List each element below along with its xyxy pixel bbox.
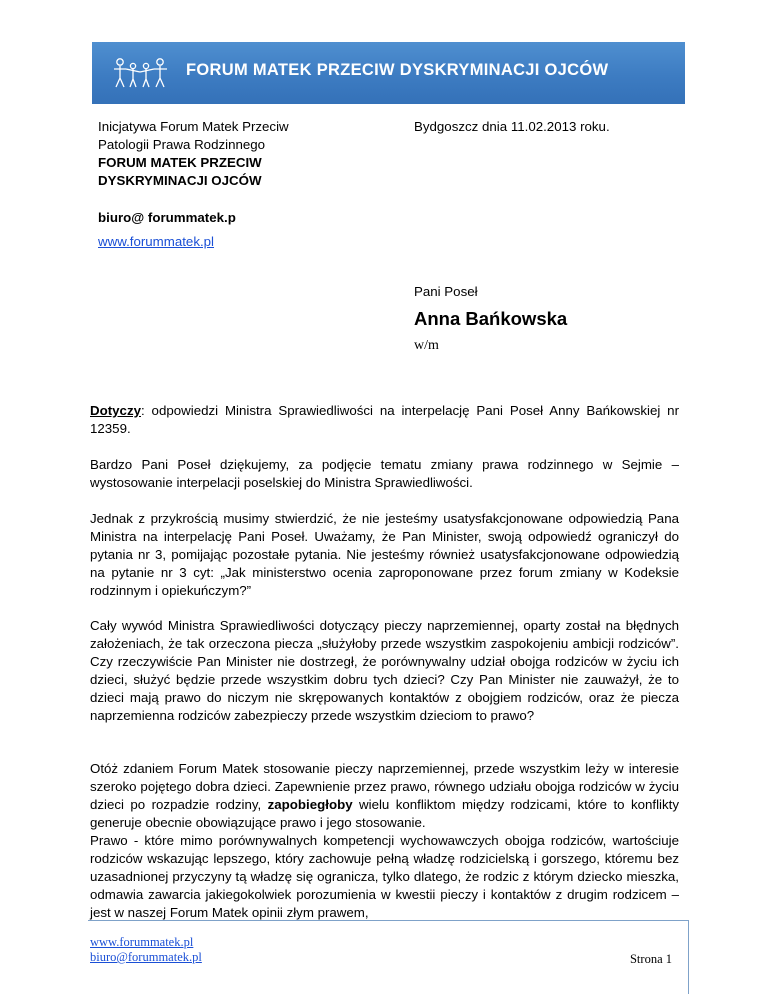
page-number: Strona 1	[629, 952, 672, 966]
family-logo-icon	[112, 56, 170, 90]
recipient-name: Anna Bańkowska	[414, 308, 568, 329]
sender-line: Inicjatywa Forum Matek Przeciw	[98, 119, 289, 134]
recipient-label: Pani Poseł	[414, 284, 478, 299]
subject-label: Dotyczy	[90, 403, 141, 418]
body-paragraph: Cały wywód Ministra Sprawiedliwości dotyczący pieczy naprzemiennej, oparty został na błędnych założeniach, że tak orzeczona piecza „służyłoby przede wszystkim zaspokojeniu ambicji rodziców”. Czy rzeczywiście Pan Minister nie dostrzegł, że porównywalny udział obojga rodziców w życiu ich dzieci, służyć będzie przede wszystkim dobru tych dzieci? Czy Pan Minister nie zauważył, że to dzieci mają prawo do niczym nie skrępowanych kontaktów z obojgiem rodziców, oraz że piecza naprzemienna rodziców zabezpieczy przede wszystkim dzieciom to prawo?	[90, 618, 679, 723]
sender-org-name: DYSKRYMINACJI OJCÓW	[98, 173, 262, 188]
sender-email: biuro@ forummatek.p	[98, 210, 236, 225]
paragraph-text: wielu konfliktom między rodzicami, które to konflikty generuje obecnie obowiązujące prawo i jego stosowanie.	[90, 797, 679, 830]
emphasized-word: zapobiegłoby	[267, 797, 353, 812]
body-paragraph	[90, 760, 679, 832]
footer-divider-vertical	[688, 920, 689, 994]
body-paragraph: Jednak z przykrością musimy stwierdzić, że nie jesteśmy usatysfakcjonowane odpowiedzią Pana Ministra na interpelację Pani Poseł. Uważamy, że Pan Minister, swoją odpowiedź ograniczył do pytania nr 3, pomijając pozostałe pytania. Nie jesteśmy również usatysfakcjonowane odpowiedzią na pytanie nr 3 cyt: „Jak ministerstwo ocenia zaproponowane przez forum zmiany w Kodeksie rodzinnym i opiekuńczym?”	[90, 511, 679, 598]
subject-text: : odpowiedzi Ministra Sprawiedliwości na interpelację Pani Poseł Anny Bańkowskiej nr 12359.	[90, 403, 679, 436]
header-banner	[92, 42, 685, 104]
sender-line: Patologii Prawa Rodzinnego	[98, 137, 266, 152]
sender-org-name: FORUM MATEK PRZECIW	[98, 155, 262, 170]
paragraph-text: Otóż zdaniem Forum Matek stosowanie pieczy naprzemiennej, przede wszystkim leży w interesie szeroko pojętego dobra dzieci. Zapewnienie przez prawo, równego udziału obojga rodziców w życiu dzieci po rozpadzie rodziny,	[90, 761, 679, 812]
sender-block	[98, 118, 358, 190]
footer-website-link[interactable]: www.forummatek.pl	[90, 935, 194, 949]
footer-divider	[88, 920, 688, 921]
sender-website-link[interactable]: www.forummatek.pl	[98, 234, 215, 249]
banner-title: FORUM MATEK PRZECIW DYSKRYMINACJI OJCÓW	[186, 61, 609, 79]
footer-email-link[interactable]: biuro@forummatek.pl	[90, 950, 202, 964]
footer-contact	[90, 935, 202, 965]
recipient-location: w/m	[414, 338, 439, 353]
subject-paragraph	[90, 402, 679, 438]
letter-date: Bydgoszcz dnia 11.02.2013 roku.	[414, 119, 610, 134]
body-paragraph: Prawo - które mimo porównywalnych kompetencji wychowawczych obojga rodziców, wartościuje rodziców wskazując lepszego, który zachowuje pełną władzę rodzicielską i gorszego, któremu bez uzasadnionej przyczyny tą władzę się ogranicza, tylko dlatego, że rodzic z którym dziecko mieszka, odmawia zawarcia jakiegokolwiek porozumienia w kwestii pieczy i kontaktów z drugim rodzicem – jest w naszej Forum Matek opinii złym prawem,	[90, 833, 679, 920]
body-paragraph: Bardzo Pani Poseł dziękujemy, za podjęcie tematu zmiany prawa rodzinnego w Sejmie – wystosowanie interpelacji poselskiej do Ministra Sprawiedliwości.	[90, 457, 679, 490]
